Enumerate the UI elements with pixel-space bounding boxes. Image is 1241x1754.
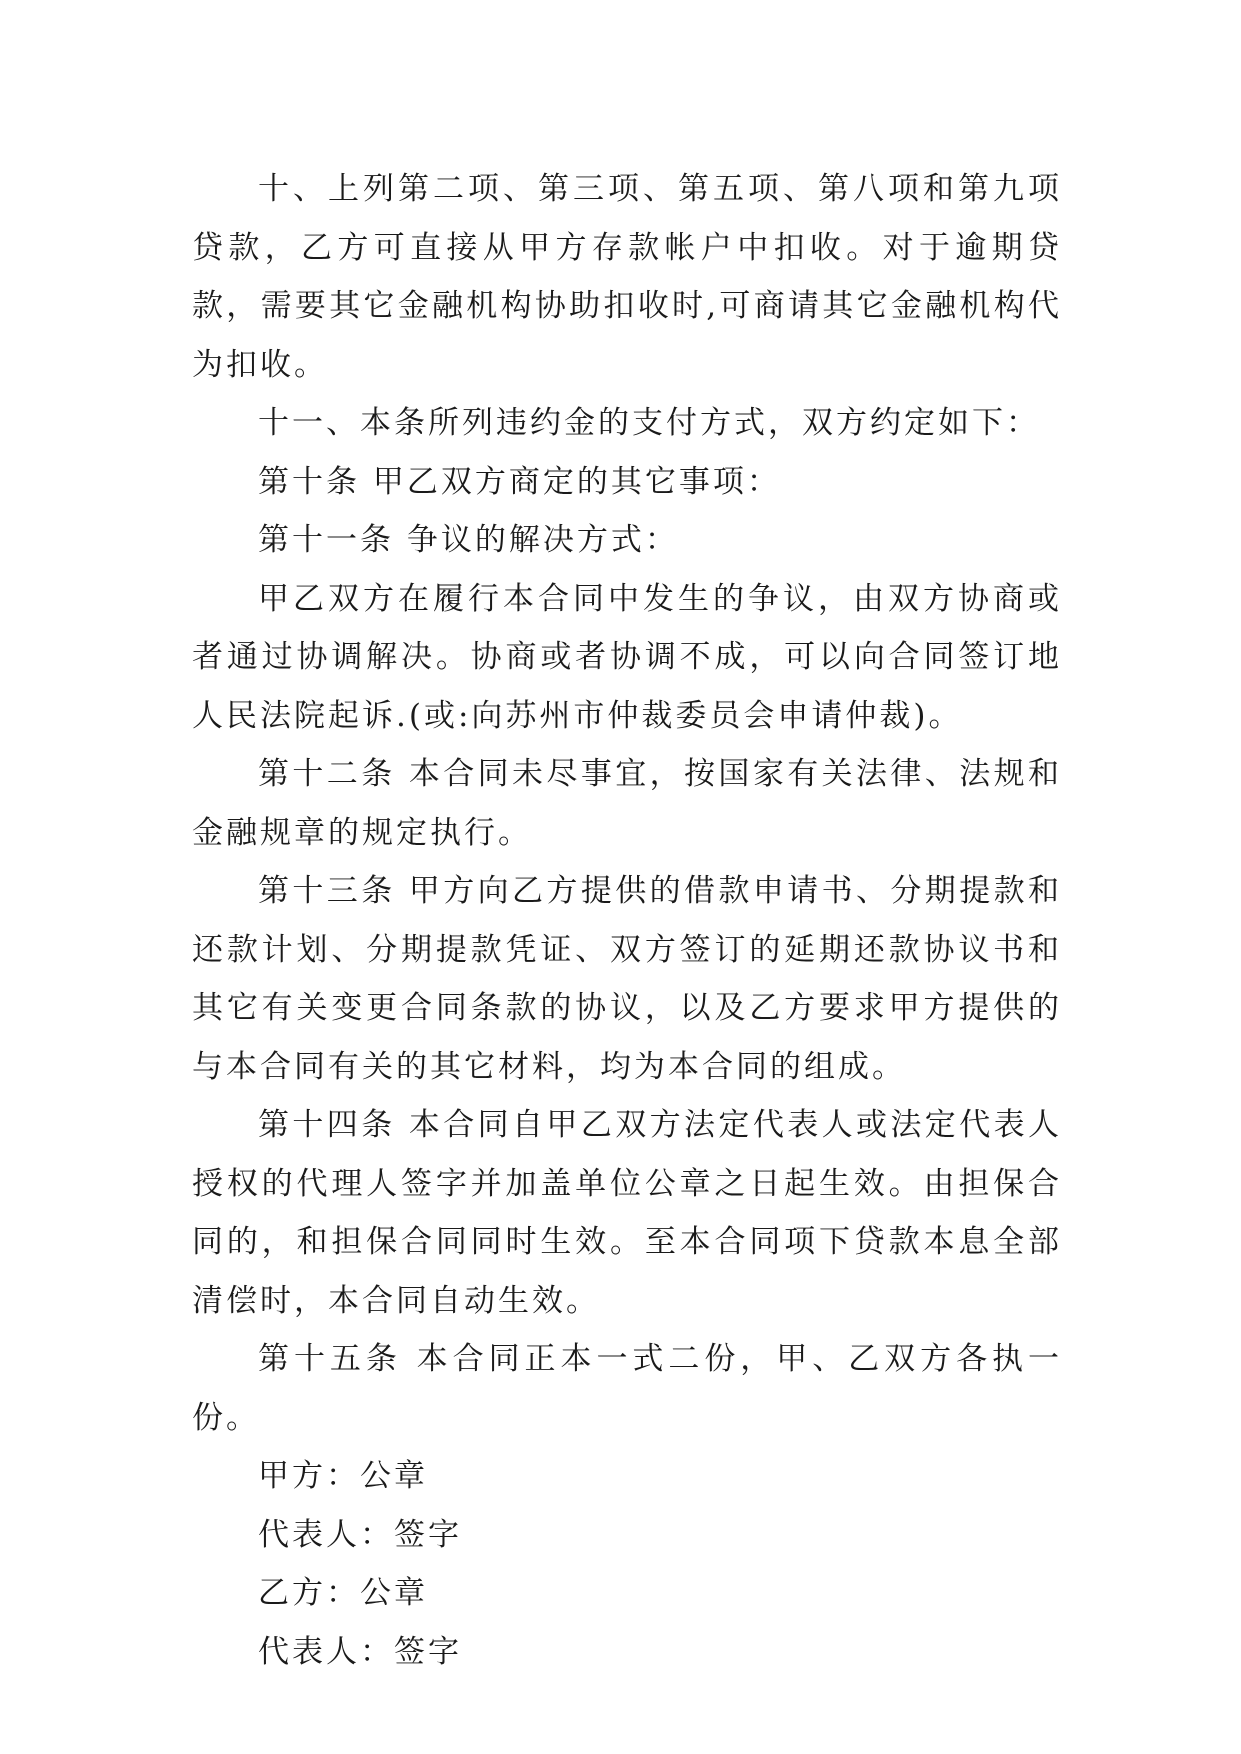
document-body xyxy=(192,160,1062,1681)
dispute-resolution-text: 甲乙双方在履行本合同中发生的争议，由双方协商或者通过协调解决。协商或者协调不成，可以向合同签订地人民法院起诉.(或:向苏州市仲裁委员会申请仲裁)。 xyxy=(192,580,1062,734)
article-13-contract-components: 第十三条 甲方向乙方提供的借款申请书、分期提款和还款计划、分期提款凭证、双方签订的延期还款协议书和其它有关变更合同条款的协议，以及乙方要求甲方提供的与本合同有关的其它材料，均为本合同的组成。 xyxy=(192,873,1062,1085)
clause-11-penalty-payment: 十一、本条所列违约金的支付方式，双方约定如下： xyxy=(258,405,1040,441)
article-10-other-matters: 第十条 甲乙双方商定的其它事项： xyxy=(258,463,781,500)
article-12-unspecified-matters: 第十二条 本合同未尽事宜，按国家有关法律、法规和金融规章的规定执行。 xyxy=(192,756,1062,851)
party-b-seal: 乙方：公章 xyxy=(258,1575,428,1611)
article-15-copies: 第十五条 本合同正本一式二份，甲、乙双方各执一份。 xyxy=(192,1341,1062,1436)
party-a-seal: 甲方：公章 xyxy=(258,1458,428,1494)
party-b-representative: 代表人：签字 xyxy=(258,1633,462,1670)
party-a-representative: 代表人：签字 xyxy=(258,1516,462,1553)
clause-10-deduction: 十、上列第二项、第三项、第五项、第八项和第九项贷款，乙方可直接从甲方存款帐户中扣收。对于逾期贷款，需要其它金融机构协助扣收时,可商请其它金融机构代为扣收。 xyxy=(192,171,1062,383)
article-14-effectiveness: 第十四条 本合同自甲乙双方法定代表人或法定代表人授权的代理人签字并加盖单位公章之日起生效。由担保合同的，和担保合同同时生效。至本合同项下贷款本息全部清偿时，本合同自动生效。 xyxy=(192,1107,1062,1319)
article-11-dispute-resolution: 第十一条 争议的解决方式： xyxy=(258,522,679,558)
